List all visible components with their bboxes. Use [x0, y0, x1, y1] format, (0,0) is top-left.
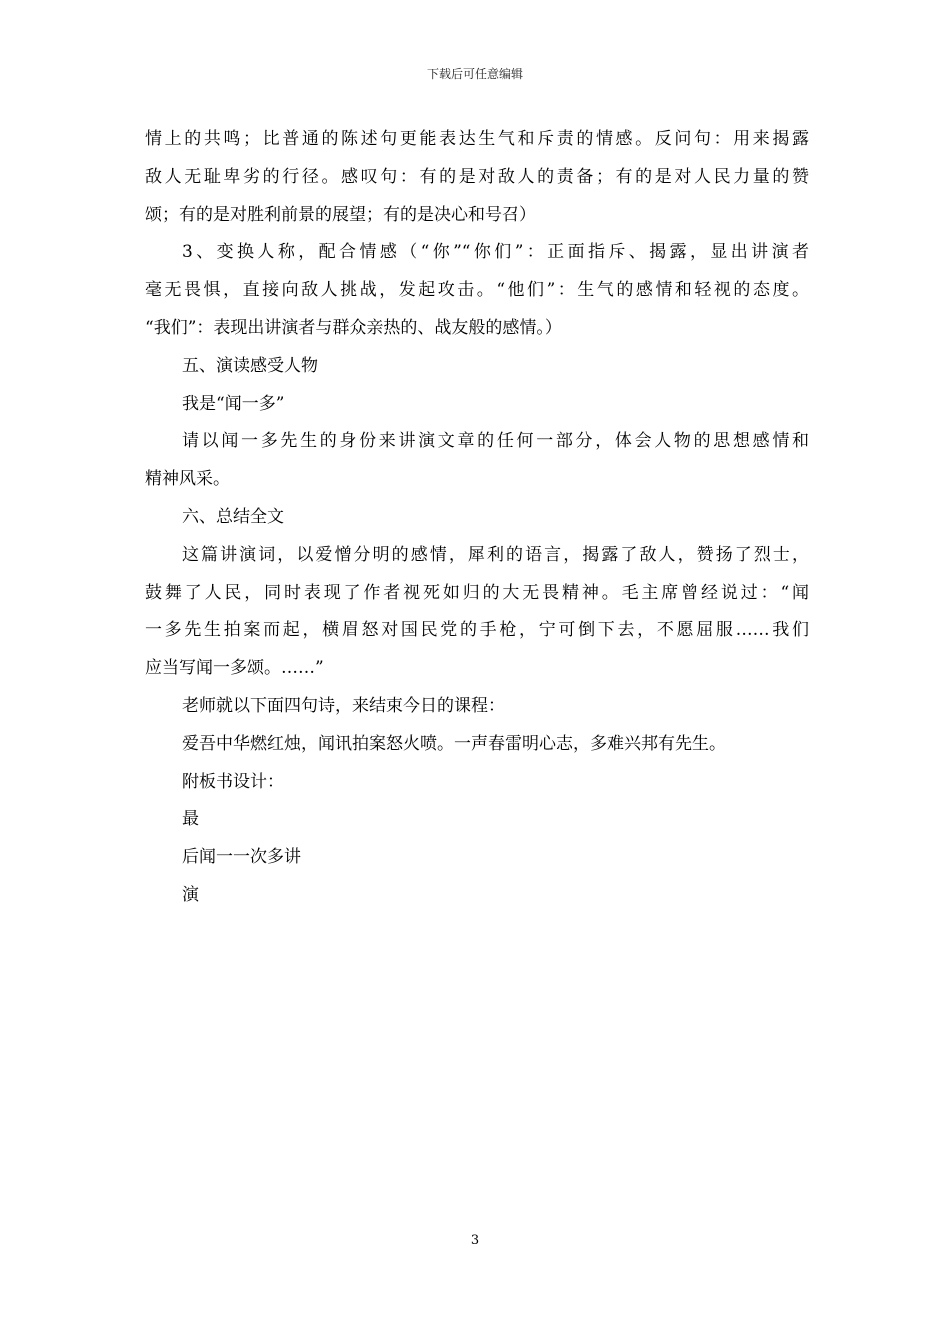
board-design-line: 演	[182, 884, 199, 905]
text-line: 一多先生拍案而起，横眉怒对国民党的手枪，宁可倒下去，不愿屈服……我们	[145, 620, 809, 641]
document-body	[145, 121, 809, 915]
section-heading: 六、总结全文	[182, 506, 284, 527]
text-line: 精神风采。	[145, 469, 230, 490]
text-line: 3、变换人称，配合情感（“你”“你们”：正面指斥、揭露，显出讲演者	[182, 242, 809, 263]
text-line: 附板书设计：	[182, 771, 284, 792]
text-line: 颂；有的是对胜利前景的展望；有的是决心和号召）	[145, 204, 536, 225]
text-line: 这篇讲演词，以爱憎分明的感情，犀利的语言，揭露了敌人，赞扬了烈士，	[182, 544, 809, 565]
poem-line: 爱吾中华燃红烛，闻讯拍案怒火喷。一声春雷明心志，多难兴邦有先生。	[182, 733, 726, 754]
text-line: 毫无畏惧，直接向敌人挑战，发起攻击。“他们”：生气的感情和轻视的态度。	[145, 280, 809, 301]
text-line: 请以闻一多先生的身份来讲演文章的任何一部分，体会人物的思想感情和	[182, 431, 809, 452]
text-line: 敌人无耻卑劣的行径。感叹句：有的是对敌人的责备；有的是对人民力量的赞	[145, 166, 809, 187]
board-design-line: 最	[182, 809, 199, 830]
text-line: “我们”：表现出讲演者与群众亲热的、战友般的感情。）	[145, 317, 562, 338]
section-heading: 五、演读感受人物	[182, 355, 318, 376]
text-line: 情上的共鸣；比普通的陈述句更能表达生气和斥责的情感。反问句：用来揭露	[145, 129, 809, 149]
text-line: 老师就以下面四句诗，来结束今日的课程：	[182, 695, 505, 716]
text-line: 应当写闻一多颂。……”	[145, 658, 324, 679]
page-number: 3	[470, 1233, 480, 1248]
board-design-line: 后闻一一次多讲	[182, 847, 301, 868]
text-line: 我是“闻一多”	[182, 393, 285, 414]
text-line: 鼓舞了人民，同时表现了作者视死如归的大无畏精神。毛主席曾经说过：“闻	[145, 582, 809, 603]
page-header: 下载后可任意编辑	[426, 67, 523, 81]
